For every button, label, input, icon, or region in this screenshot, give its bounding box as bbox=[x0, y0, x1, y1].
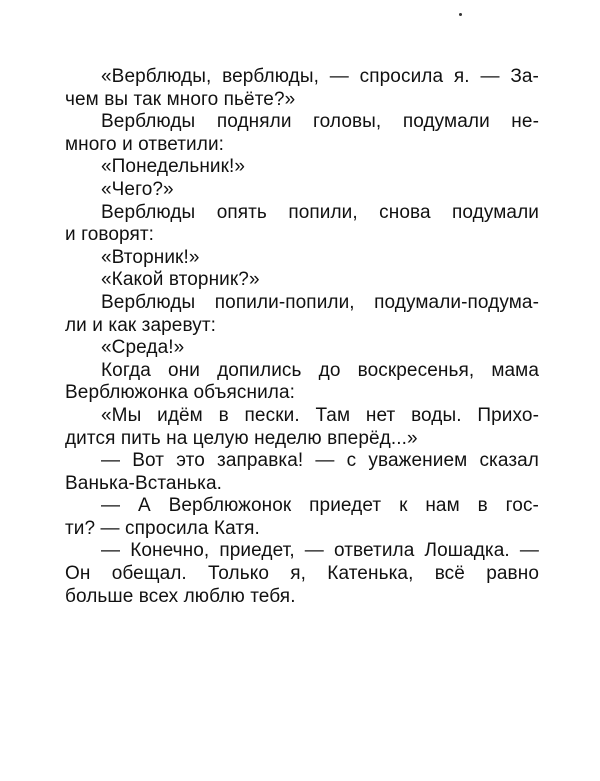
text-line: и говорят: bbox=[65, 224, 155, 246]
text-line: «Верблюды, верблюды, — спросила я. — За- bbox=[101, 66, 539, 87]
text-line: Верблюды подняли головы, подумали не- bbox=[101, 111, 539, 133]
scan-speck bbox=[459, 13, 462, 16]
text-line: много и ответили: bbox=[65, 133, 225, 155]
text-line: «Понедельник!» bbox=[101, 156, 246, 178]
text-line: Ванька-Встанька. bbox=[65, 472, 223, 494]
text-line: чем вы так много пьёте?» bbox=[65, 88, 296, 110]
text-line: «Среда!» bbox=[101, 337, 185, 359]
text-line: больше всех люблю тебя. bbox=[65, 585, 296, 607]
text-line: «Вторник!» bbox=[101, 246, 200, 268]
text-line: — Конечно, приедет, — ответила Лошадка. — bbox=[101, 540, 539, 562]
text-line: Верблюды опять попили, снова подумали bbox=[101, 201, 539, 223]
text-line: «Какой вторник?» bbox=[101, 269, 260, 291]
text-line: «Чего?» bbox=[101, 178, 174, 200]
text-line: ли и как заревут: bbox=[65, 314, 217, 336]
text-line: — Вот это заправка! — с уважением сказал bbox=[101, 450, 539, 472]
text-line: — А Верблюжонок приедет к нам в гос- bbox=[101, 495, 539, 517]
text-line: дится пить на целую неделю вперёд...» bbox=[65, 427, 418, 449]
book-page-text bbox=[65, 66, 539, 608]
text-line: ти? — спросила Катя. bbox=[65, 517, 260, 539]
text-line: Он обещал. Только я, Катенька, всё равно bbox=[65, 563, 539, 585]
text-line: «Мы идём в пески. Там нет воды. Прихо- bbox=[101, 404, 539, 426]
text-line: Верблюжонка объяснила: bbox=[65, 382, 296, 404]
text-line: Когда они допились до воскресенья, мама bbox=[101, 359, 539, 381]
text-line: Верблюды попили-попили, подумали-подума- bbox=[101, 291, 539, 313]
